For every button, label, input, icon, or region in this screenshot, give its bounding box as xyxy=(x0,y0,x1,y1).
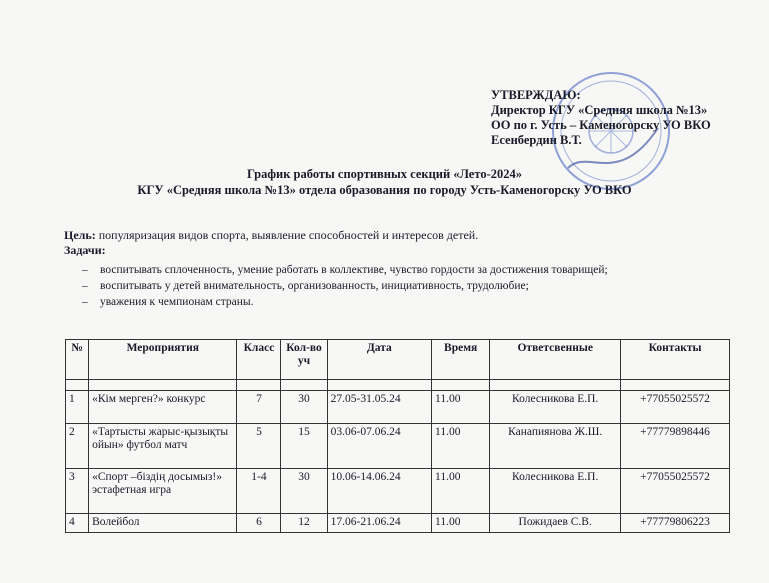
cell-time: 11.00 xyxy=(432,514,490,533)
cell-number: 1 xyxy=(66,391,89,424)
cell-contact: +77055025572 xyxy=(621,391,730,424)
cell-date: 03.06-07.06.24 xyxy=(327,424,431,469)
cell-responsible: Колесникова Е.П. xyxy=(490,391,621,424)
cell-contact: +77055025572 xyxy=(621,469,730,514)
cell-event: «Тартысты жарыс-қызықты ойын» футбол матч xyxy=(89,424,237,469)
cell-event: «Кім мерген?» конкурс xyxy=(89,391,237,424)
goal-label: Цель: xyxy=(64,228,96,242)
cell-event: «Спорт –біздің досымыз!» эстафетная игра xyxy=(89,469,237,514)
table-row xyxy=(66,469,730,514)
header-event: Мероприятия xyxy=(89,340,237,380)
header-count: Кол-во уч xyxy=(281,340,327,380)
cell-count: 30 xyxy=(281,469,327,514)
approval-line-name: Есенбердин В.Т. xyxy=(491,133,582,147)
cell-number: 2 xyxy=(66,424,89,469)
cell-time: 11.00 xyxy=(432,469,490,514)
cell-responsible: Колесникова Е.П. xyxy=(490,469,621,514)
tasks-label: Задачи: xyxy=(64,243,106,257)
cell-date: 17.06-21.06.24 xyxy=(327,514,431,533)
task-item: – воспитывать у детей внимательность, организованность, инициативность, трудолюбие; xyxy=(82,278,608,294)
cell-count: 12 xyxy=(281,514,327,533)
table-row xyxy=(66,514,730,533)
table-row xyxy=(66,391,730,424)
table-row xyxy=(66,424,730,469)
cell-event: Волейбол xyxy=(89,514,237,533)
cell-class: 5 xyxy=(237,424,281,469)
approval-heading: УТВЕРЖДАЮ: xyxy=(491,88,581,102)
cell-class: 1-4 xyxy=(237,469,281,514)
goal-paragraph xyxy=(64,228,478,243)
task-item: – воспитывать сплоченность, умение работать в коллективе, чувство гордости за достижения товарищей; xyxy=(82,262,608,278)
title-line-2: КГУ «Средняя школа №13» отдела образования по городу Усть-Каменогорску УО ВКО xyxy=(137,183,632,197)
approval-line-director: Директор КГУ «Средняя школа №13» xyxy=(491,103,708,117)
header-contacts: Контакты xyxy=(621,340,730,380)
header-responsible: Ответсвенные xyxy=(490,340,621,380)
cell-responsible: Канапиянова Ж.Ш. xyxy=(490,424,621,469)
cell-class: 7 xyxy=(237,391,281,424)
header-date: Дата xyxy=(327,340,431,380)
tasks-list xyxy=(82,262,608,310)
cell-count: 15 xyxy=(281,424,327,469)
approval-line-department: ОО по г. Усть – Каменогорску УО ВКО xyxy=(491,118,711,132)
cell-number: 3 xyxy=(66,469,89,514)
cell-number: 4 xyxy=(66,514,89,533)
cell-count: 30 xyxy=(281,391,327,424)
document-title xyxy=(0,166,769,198)
cell-date: 10.06-14.06.24 xyxy=(327,469,431,514)
title-line-1: График работы спортивных секций «Лето-2024» xyxy=(246,167,522,181)
task-item: – уважения к чемпионам страны. xyxy=(82,294,608,310)
cell-responsible: Пожидаев С.В. xyxy=(490,514,621,533)
header-time: Время xyxy=(432,340,490,380)
table-spacer-row xyxy=(66,380,730,391)
header-class: Класс xyxy=(237,340,281,380)
cell-time: 11.00 xyxy=(432,424,490,469)
cell-date: 27.05-31.05.24 xyxy=(327,391,431,424)
goal-text: популяризация видов спорта, выявление способностей и интересов детей. xyxy=(95,228,479,242)
cell-contact: +77779806223 xyxy=(621,514,730,533)
table-header-row xyxy=(66,340,730,380)
cell-time: 11.00 xyxy=(432,391,490,424)
cell-contact: +77779898446 xyxy=(621,424,730,469)
approval-block xyxy=(491,88,711,148)
cell-class: 6 xyxy=(237,514,281,533)
schedule-table xyxy=(65,339,730,533)
header-number: № xyxy=(66,340,89,380)
